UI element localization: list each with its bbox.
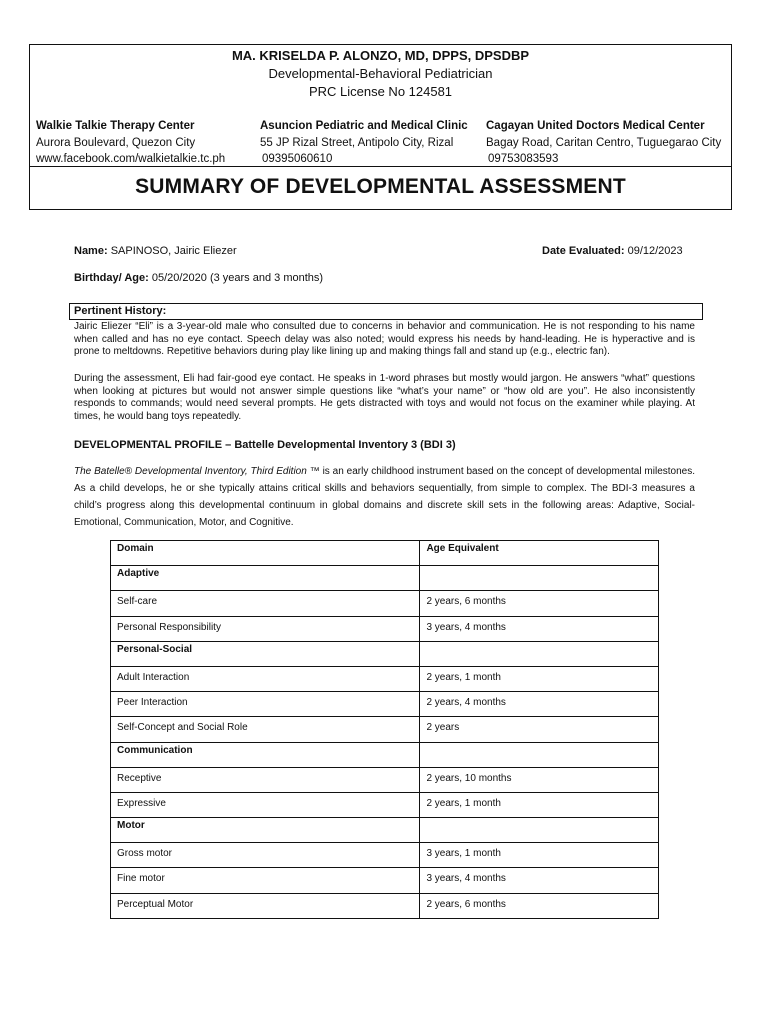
age-equivalent-cell: 2 years, 6 months: [420, 893, 659, 918]
date-label: Date Evaluated:: [542, 245, 625, 257]
age-equivalent-cell: 2 years: [420, 717, 659, 742]
subdomain-label: Expressive: [111, 792, 420, 817]
table-row: [111, 591, 659, 616]
clinic-asuncion: [260, 118, 468, 168]
age-equivalent-cell: 3 years, 1 month: [420, 843, 659, 868]
birthday-age: [74, 272, 323, 284]
clinic-contact: www.facebook.com/walkietalkie.tc.ph: [36, 153, 226, 165]
name-value: SAPINOSO, Jairic Eliezer: [110, 245, 237, 257]
age-equivalent-cell: [420, 566, 659, 591]
developmental-profile-heading: DEVELOPMENTAL PROFILE – Battelle Developmental Inventory 3 (BDI 3): [74, 439, 456, 451]
batelle-description: [74, 463, 695, 531]
table-header-row: [111, 541, 659, 566]
clinic-walkie-talkie: [36, 118, 225, 168]
batelle-italic-title: The Batelle® Developmental Inventory, Third Edition: [74, 466, 307, 477]
age-equivalent-cell: [420, 742, 659, 767]
subdomain-label: Personal Responsibility: [111, 616, 420, 641]
age-equivalent-cell: 2 years, 6 months: [420, 591, 659, 616]
table-row: [111, 843, 659, 868]
license-number: PRC License No 124581: [308, 84, 453, 99]
age-equivalent-cell: 2 years, 1 month: [420, 792, 659, 817]
table-domain-row: [111, 641, 659, 666]
subdomain-label: Self-Concept and Social Role: [111, 717, 420, 742]
table-domain-row: [111, 742, 659, 767]
clinic-name: Walkie Talkie Therapy Center: [36, 120, 195, 132]
table-domain-row: [111, 818, 659, 843]
domain-label: Adaptive: [111, 566, 420, 591]
clinic-contact: 09753083593: [488, 153, 559, 165]
date-value: 09/12/2023: [627, 245, 683, 257]
history-paragraph: Jairic Eliezer “Eli” is a 3-year-old male who consulted due to concerns in behavior and communication. He is not responding to his name when called and has no eye contact. Speech delay was also noted; would express his needs by hand-leading. He is hyperactive and is prone to meltdowns. Repetitive behaviors during play like lining up and making things fall and stand up (e.g., electric fan).: [74, 321, 695, 358]
clinic-name: Cagayan United Doctors Medical Center: [486, 120, 705, 132]
age-equivalent-cell: 2 years, 1 month: [420, 666, 659, 691]
assessment-table: [110, 540, 659, 919]
table-row: [111, 893, 659, 918]
header-divider: [30, 166, 731, 167]
subdomain-label: Fine motor: [111, 868, 420, 893]
domain-label: Personal-Social: [111, 641, 420, 666]
subdomain-label: Peer Interaction: [111, 692, 420, 717]
clinic-name: Asuncion Pediatric and Medical Clinic: [260, 120, 468, 132]
table-domain-row: [111, 566, 659, 591]
batelle-description-text: ™ is an early childhood instrument based on the concept of developmental milestones. As a child develops, he or she typically attains critical skills and behaviors sequentially, from simple to complex. The BDI-3 measures a child’s progress along this developmental continuum in global domains and discrete skill sets in the following areas: Adaptive, Social-Emotional, Communication, Motor, and Cognitive.: [74, 466, 695, 528]
doctor-title: Developmental-Behavioral Pediatrician: [268, 66, 493, 81]
subdomain-label: Receptive: [111, 767, 420, 792]
age-equivalent-cell: 2 years, 4 months: [420, 692, 659, 717]
column-header-domain: Domain: [111, 541, 420, 566]
table-row: [111, 767, 659, 792]
birthday-value: 05/20/2020 (3 years and 3 months): [151, 272, 324, 284]
clinic-address: 55 JP Rizal Street, Antipolo City, Rizal: [260, 136, 454, 149]
table-row: [111, 666, 659, 691]
table-body: [111, 566, 659, 919]
name-label: Name:: [74, 245, 108, 257]
doctor-name: MA. KRISELDA P. ALONZO, MD, DPPS, DPSDBP: [231, 48, 530, 63]
table-row: [111, 868, 659, 893]
table-row: [111, 717, 659, 742]
subdomain-label: Adult Interaction: [111, 666, 420, 691]
table-row: [111, 692, 659, 717]
table-row: [111, 616, 659, 641]
pertinent-history-heading: Pertinent History:: [69, 303, 703, 320]
date-evaluated: [542, 245, 683, 257]
age-equivalent-cell: 3 years, 4 months: [420, 616, 659, 641]
clinic-address: Aurora Boulevard, Quezon City: [36, 136, 196, 149]
clinic-contact: 09395060610: [262, 153, 333, 165]
column-header-age-equivalent: Age Equivalent: [420, 541, 659, 566]
age-equivalent-cell: [420, 641, 659, 666]
clinic-cagayan: [486, 118, 721, 168]
subdomain-label: Gross motor: [111, 843, 420, 868]
subdomain-label: Self-care: [111, 591, 420, 616]
clinic-address: Bagay Road, Caritan Centro, Tuguegarao City: [486, 136, 722, 149]
letterhead: [29, 44, 732, 210]
domain-label: Communication: [111, 742, 420, 767]
birthday-label: Birthday/ Age:: [74, 272, 149, 284]
report-title: SUMMARY OF DEVELOPMENTAL ASSESSMENT: [135, 175, 626, 198]
table-row: [111, 792, 659, 817]
assessment-paragraph: During the assessment, Eli had fair-good eye contact. He speaks in 1-word phrases but mostly would jargon. He answers “what” questions when looking at pictures but would not answer simple questions like “what’s your name” or “how old are you”. He also inconsistently responds to commands; would need several prompts. He gets distracted with toys and would not focus on the examiner while playing. At times, he would bang toys repeatedly.: [74, 373, 695, 422]
patient-name: [74, 245, 237, 257]
subdomain-label: Perceptual Motor: [111, 893, 420, 918]
domain-label: Motor: [111, 818, 420, 843]
age-equivalent-cell: 3 years, 4 months: [420, 868, 659, 893]
age-equivalent-cell: 2 years, 10 months: [420, 767, 659, 792]
age-equivalent-cell: [420, 818, 659, 843]
